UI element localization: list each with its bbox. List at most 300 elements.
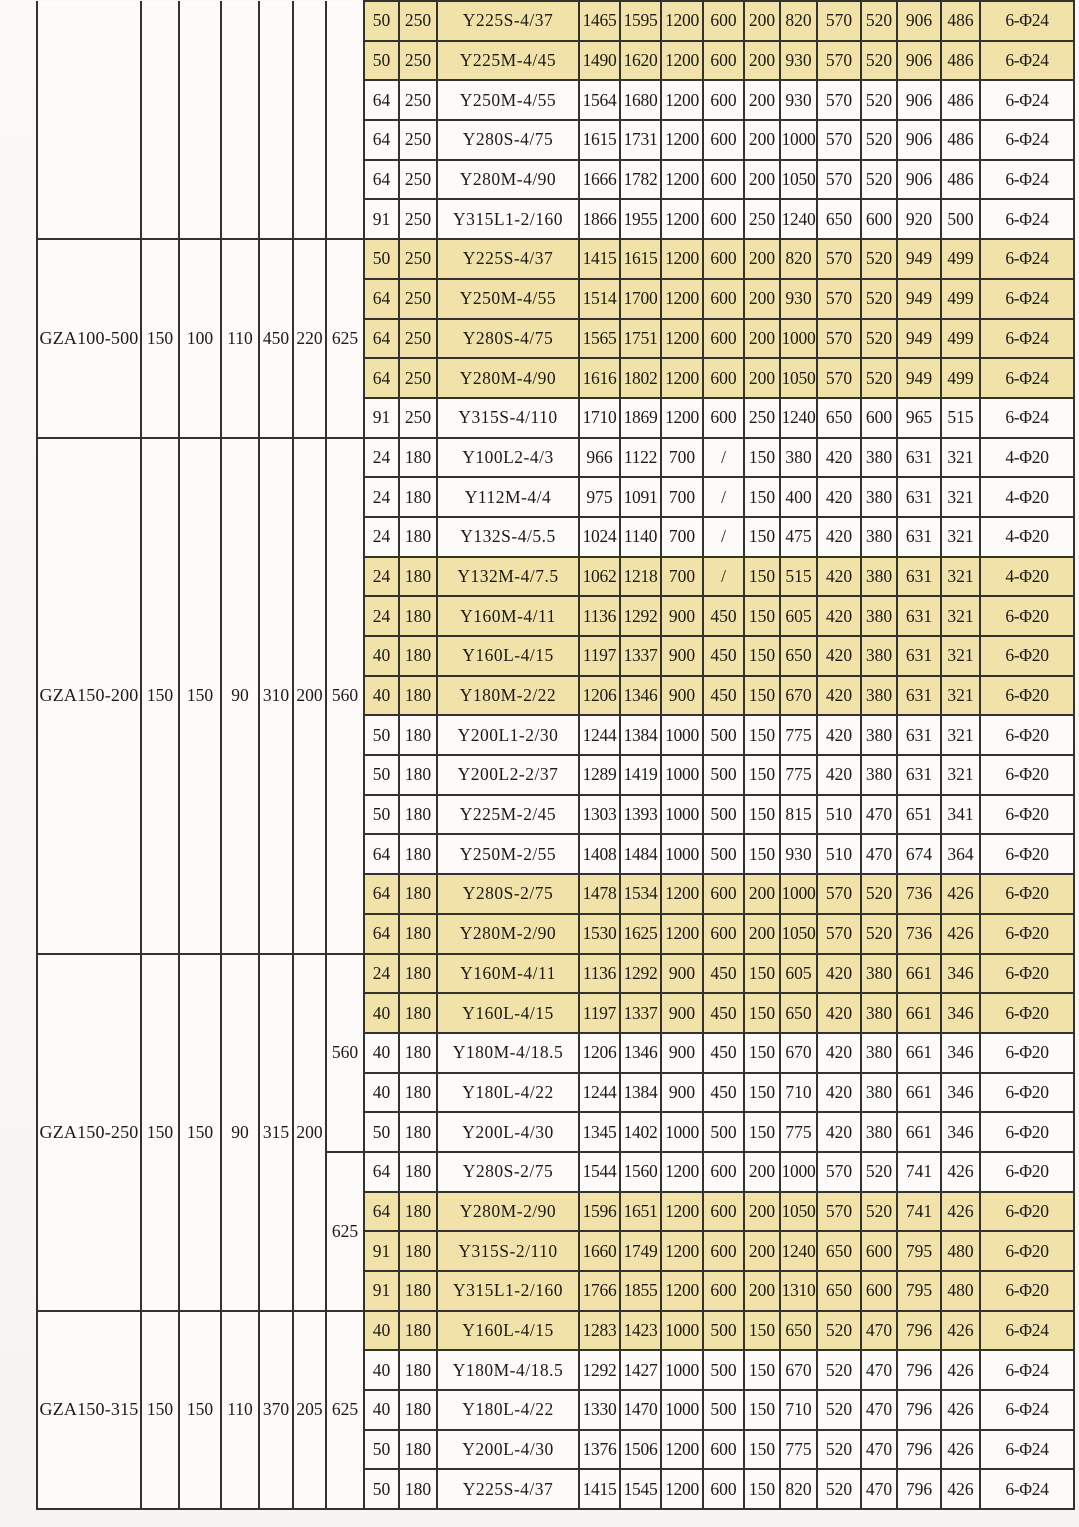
cell-dim-b: 1955 (620, 199, 661, 239)
cell-dim-d: 600 (703, 160, 744, 200)
cell-dim-i: 661 (897, 1033, 941, 1073)
cell-dim-h: 520 (861, 319, 897, 359)
cell-dim-c: 1200 (661, 1430, 703, 1470)
cell-dim-j: 346 (941, 1073, 980, 1113)
cell-dim-g: 420 (817, 993, 861, 1033)
cell-motor-model: Y160M-4/11 (437, 954, 579, 994)
cell-dim-b: 1731 (620, 120, 661, 160)
cell-motor-model: Y315L1-2/160 (437, 1271, 579, 1311)
cell-bolt-spec: 6-Φ24 (980, 358, 1074, 398)
cell-dim-e: 150 (744, 834, 780, 874)
cell-dim-f: 820 (780, 1, 817, 41)
cell-inlet: 250 (399, 239, 437, 279)
cell-inlet: 180 (399, 1390, 437, 1430)
cell-dim-e: 200 (744, 1152, 780, 1192)
cell-dim-i: 631 (897, 557, 941, 597)
cell-dim-h: 380 (861, 557, 897, 597)
cell-dim-a: 1564 (579, 80, 620, 120)
cell-dim-j: 321 (941, 596, 980, 636)
cell-dim-c: 1200 (661, 160, 703, 200)
cell-dim-j: 321 (941, 755, 980, 795)
cell-motor-model: Y315S-4/110 (437, 398, 579, 438)
cell-dim-e: 150 (744, 676, 780, 716)
cell-inlet: 180 (399, 834, 437, 874)
cell-inlet: 180 (399, 1350, 437, 1390)
cell-dim-g: 520 (817, 1390, 861, 1430)
cell-flow: 64 (364, 80, 399, 120)
cell-inlet: 250 (399, 398, 437, 438)
cell-dim-d: 600 (703, 239, 744, 279)
cell-inlet: 180 (399, 1469, 437, 1509)
cell-flow: 40 (364, 676, 399, 716)
cell-dim-h: 520 (861, 41, 897, 81)
cell-dim-j: 426 (941, 1350, 980, 1390)
cell-dim-h: 380 (861, 517, 897, 557)
cell-dim-a: 1596 (579, 1192, 620, 1232)
table-row (37, 1311, 1074, 1351)
cell-dim-c: 900 (661, 1073, 703, 1113)
cell-dim-b: 1346 (620, 1033, 661, 1073)
pump-dim-cell-1: 150 (141, 1311, 179, 1509)
cell-dim-h: 380 (861, 993, 897, 1033)
cell-dim-j: 321 (941, 517, 980, 557)
cell-dim-i: 661 (897, 1112, 941, 1152)
cell-dim-j: 346 (941, 1112, 980, 1152)
cell-dim-j: 321 (941, 438, 980, 478)
cell-flow: 40 (364, 1311, 399, 1351)
cell-flow: 64 (364, 279, 399, 319)
cell-dim-h: 600 (861, 398, 897, 438)
cell-bolt-spec: 6-Φ20 (980, 993, 1074, 1033)
cell-dim-e: 150 (744, 795, 780, 835)
cell-dim-g: 570 (817, 160, 861, 200)
cell-bolt-spec: 6-Φ24 (980, 1469, 1074, 1509)
cell-dim-b: 1869 (620, 398, 661, 438)
cell-dim-a: 1465 (579, 1, 620, 41)
cell-dim-d: 500 (703, 1112, 744, 1152)
cell-dim-d: / (703, 438, 744, 478)
cell-motor-model: Y200L-4/30 (437, 1430, 579, 1470)
cell-dim-h: 380 (861, 1073, 897, 1113)
cell-flow: 50 (364, 1430, 399, 1470)
cell-dim-h: 380 (861, 596, 897, 636)
cell-dim-i: 906 (897, 160, 941, 200)
cell-inlet: 250 (399, 41, 437, 81)
cell-dim-i: 949 (897, 279, 941, 319)
cell-dim-d: 600 (703, 1152, 744, 1192)
cell-bolt-spec: 6-Φ24 (980, 199, 1074, 239)
cell-bolt-spec: 6-Φ20 (980, 1073, 1074, 1113)
cell-bolt-spec: 6-Φ24 (980, 398, 1074, 438)
cell-dim-i: 741 (897, 1192, 941, 1232)
cell-dim-b: 1470 (620, 1390, 661, 1430)
cell-dim-c: 1200 (661, 1469, 703, 1509)
cell-dim-g: 570 (817, 874, 861, 914)
cell-dim-b: 1620 (620, 41, 661, 81)
cell-dim-h: 380 (861, 636, 897, 676)
cell-dim-e: 150 (744, 1311, 780, 1351)
cell-dim-g: 570 (817, 914, 861, 954)
cell-dim-d: 500 (703, 1311, 744, 1351)
cell-dim-g: 650 (817, 1231, 861, 1271)
cell-dim-g: 520 (817, 1311, 861, 1351)
cell-dim-c: 1200 (661, 1192, 703, 1232)
cell-dim-j: 346 (941, 1033, 980, 1073)
cell-dim-c: 1200 (661, 914, 703, 954)
cell-flow: 50 (364, 1112, 399, 1152)
cell-dim-d: 600 (703, 358, 744, 398)
cell-dim-a: 1660 (579, 1231, 620, 1271)
cell-dim-i: 661 (897, 954, 941, 994)
cell-dim-i: 906 (897, 80, 941, 120)
cell-bolt-spec: 6-Φ20 (980, 1152, 1074, 1192)
cell-dim-h: 380 (861, 1033, 897, 1073)
cell-inlet: 180 (399, 1192, 437, 1232)
cell-dim-b: 1346 (620, 676, 661, 716)
cell-dim-c: 1200 (661, 199, 703, 239)
cell-dim-f: 930 (780, 834, 817, 874)
cell-flow: 24 (364, 517, 399, 557)
cell-inlet: 250 (399, 160, 437, 200)
cell-dim-j: 346 (941, 993, 980, 1033)
cell-motor-model: Y280M-4/90 (437, 160, 579, 200)
cell-inlet: 180 (399, 1112, 437, 1152)
cell-dim-c: 900 (661, 993, 703, 1033)
cell-dim-f: 670 (780, 1033, 817, 1073)
cell-flow: 64 (364, 358, 399, 398)
cell-dim-e: 150 (744, 596, 780, 636)
cell-inlet: 180 (399, 517, 437, 557)
cell-dim-d: 600 (703, 914, 744, 954)
cell-inlet: 250 (399, 120, 437, 160)
cell-dim-a: 1206 (579, 676, 620, 716)
cell-bolt-spec: 6-Φ20 (980, 795, 1074, 835)
cell-dim-j: 364 (941, 834, 980, 874)
cell-dim-h: 380 (861, 1112, 897, 1152)
cell-dim-i: 631 (897, 438, 941, 478)
cell-bolt-spec: 4-Φ20 (980, 517, 1074, 557)
cell-dim-b: 1292 (620, 954, 661, 994)
cell-dim-d: 450 (703, 636, 744, 676)
cell-bolt-spec: 6-Φ20 (980, 1033, 1074, 1073)
cell-dim-h: 470 (861, 1390, 897, 1430)
cell-dim-d: 500 (703, 834, 744, 874)
cell-dim-d: 600 (703, 398, 744, 438)
cell-dim-g: 420 (817, 755, 861, 795)
cell-dim-d: 600 (703, 1469, 744, 1509)
cell-dim-a: 1197 (579, 636, 620, 676)
cell-dim-c: 900 (661, 1033, 703, 1073)
cell-dim-b: 1545 (620, 1469, 661, 1509)
cell-motor-model: Y225M-4/45 (437, 41, 579, 81)
cell-dim-g: 420 (817, 596, 861, 636)
pump-dim-cell-3: 90 (221, 438, 259, 954)
cell-dim-h: 520 (861, 120, 897, 160)
cell-dim-e: 150 (744, 1390, 780, 1430)
cell-dim-g: 510 (817, 795, 861, 835)
cell-dim-f: 650 (780, 993, 817, 1033)
cell-inlet: 180 (399, 874, 437, 914)
cell-dim-c: 900 (661, 954, 703, 994)
cell-flow: 40 (364, 1073, 399, 1113)
cell-dim-e: 200 (744, 80, 780, 120)
cell-dim-j: 321 (941, 676, 980, 716)
cell-dim-f: 670 (780, 1350, 817, 1390)
cell-inlet: 180 (399, 795, 437, 835)
pump-dim-cell-2: 150 (179, 438, 221, 954)
cell-motor-model: Y180M-2/22 (437, 676, 579, 716)
cell-dim-g: 520 (817, 1350, 861, 1390)
cell-dim-i: 796 (897, 1311, 941, 1351)
cell-bolt-spec: 6-Φ20 (980, 1112, 1074, 1152)
cell-flow: 50 (364, 1, 399, 41)
cell-bolt-spec: 6-Φ24 (980, 1350, 1074, 1390)
cell-dim-a: 1244 (579, 715, 620, 755)
cell-dim-i: 631 (897, 477, 941, 517)
cell-dim-i: 796 (897, 1390, 941, 1430)
cell-dim-c: 1000 (661, 834, 703, 874)
cell-dim-a: 1024 (579, 517, 620, 557)
cell-dim-a: 1710 (579, 398, 620, 438)
cell-dim-g: 570 (817, 80, 861, 120)
cell-inlet: 180 (399, 596, 437, 636)
cell-dim-g: 570 (817, 279, 861, 319)
cell-motor-model: Y225S-4/37 (437, 1, 579, 41)
cell-dim-c: 1200 (661, 1231, 703, 1271)
cell-dim-i: 631 (897, 676, 941, 716)
cell-flow: 50 (364, 715, 399, 755)
cell-flow: 24 (364, 438, 399, 478)
cell-inlet: 180 (399, 557, 437, 597)
pump-dim-cell-5: 220 (293, 239, 326, 437)
cell-motor-model: Y225S-4/37 (437, 239, 579, 279)
cell-dim-g: 420 (817, 954, 861, 994)
cell-dim-j: 480 (941, 1271, 980, 1311)
cell-dim-b: 1484 (620, 834, 661, 874)
cell-dim-a: 966 (579, 438, 620, 478)
cell-dim-f: 1000 (780, 120, 817, 160)
cell-dim-d: 450 (703, 1033, 744, 1073)
cell-inlet: 180 (399, 477, 437, 517)
cell-dim-j: 486 (941, 120, 980, 160)
cell-dim-j: 486 (941, 41, 980, 81)
pump-dim-cell-4: 315 (259, 954, 293, 1311)
cell-dim-i: 796 (897, 1430, 941, 1470)
cell-dim-e: 150 (744, 1350, 780, 1390)
cell-dim-g: 420 (817, 715, 861, 755)
cell-dim-e: 200 (744, 358, 780, 398)
cell-motor-model: Y160L-4/15 (437, 993, 579, 1033)
cell-dim-c: 700 (661, 477, 703, 517)
cell-dim-j: 321 (941, 715, 980, 755)
cell-dim-c: 700 (661, 438, 703, 478)
cell-dim-f: 775 (780, 715, 817, 755)
cell-flow: 64 (364, 1192, 399, 1232)
cell-dim-d: 500 (703, 1350, 744, 1390)
cell-inlet: 180 (399, 1152, 437, 1192)
cell-dim-f: 650 (780, 1311, 817, 1351)
cell-dim-b: 1140 (620, 517, 661, 557)
cell-dim-e: 250 (744, 199, 780, 239)
cell-dim-f: 1050 (780, 914, 817, 954)
cell-dim-f: 475 (780, 517, 817, 557)
cell-dim-i: 631 (897, 517, 941, 557)
cell-dim-i: 796 (897, 1469, 941, 1509)
cell-dim-c: 1000 (661, 715, 703, 755)
cell-dim-d: 600 (703, 279, 744, 319)
cell-bolt-spec: 6-Φ24 (980, 160, 1074, 200)
cell-motor-model: Y225S-4/37 (437, 1469, 579, 1509)
cell-dim-d: 500 (703, 1390, 744, 1430)
cell-dim-j: 426 (941, 1469, 980, 1509)
cell-dim-h: 380 (861, 477, 897, 517)
cell-dim-d: 600 (703, 41, 744, 81)
cell-dim-e: 150 (744, 477, 780, 517)
cell-dim-c: 1000 (661, 1112, 703, 1152)
cell-dim-i: 965 (897, 398, 941, 438)
cell-inlet: 180 (399, 438, 437, 478)
cell-flow: 64 (364, 120, 399, 160)
cell-dim-j: 499 (941, 279, 980, 319)
cell-dim-h: 520 (861, 1192, 897, 1232)
cell-dim-i: 920 (897, 199, 941, 239)
cell-flow: 91 (364, 398, 399, 438)
cell-bolt-spec: 6-Φ20 (980, 596, 1074, 636)
cell-dim-f: 820 (780, 1469, 817, 1509)
cell-motor-model: Y280S-4/75 (437, 319, 579, 359)
cell-dim-e: 200 (744, 1, 780, 41)
cell-dim-b: 1651 (620, 1192, 661, 1232)
cell-dim-a: 1530 (579, 914, 620, 954)
cell-dim-g: 520 (817, 1469, 861, 1509)
cell-bolt-spec: 6-Φ24 (980, 41, 1074, 81)
cell-dim-b: 1402 (620, 1112, 661, 1152)
cell-flow: 24 (364, 954, 399, 994)
cell-motor-model: Y132S-4/5.5 (437, 517, 579, 557)
cell-dim-d: / (703, 477, 744, 517)
cell-motor-model: Y315L1-2/160 (437, 199, 579, 239)
cell-bolt-spec: 6-Φ20 (980, 1271, 1074, 1311)
cell-dim-e: 150 (744, 1033, 780, 1073)
cell-dim-f: 820 (780, 239, 817, 279)
cell-dim-f: 1050 (780, 1192, 817, 1232)
cell-dim-g: 570 (817, 319, 861, 359)
cell-flow: 24 (364, 477, 399, 517)
cell-dim-a: 1766 (579, 1271, 620, 1311)
cell-dim-f: 775 (780, 755, 817, 795)
pump-dim-cell-1: 150 (141, 954, 179, 1311)
cell-flow: 91 (364, 1231, 399, 1271)
cell-dim-c: 1000 (661, 795, 703, 835)
cell-dim-f: 1240 (780, 199, 817, 239)
cell-dim-e: 150 (744, 954, 780, 994)
cell-dim-j: 426 (941, 1152, 980, 1192)
cell-dim-a: 1565 (579, 319, 620, 359)
cell-flow: 91 (364, 1271, 399, 1311)
pump-model-cell: GZA150-250 (37, 954, 141, 1311)
cell-dim-e: 200 (744, 914, 780, 954)
cell-dim-b: 1534 (620, 874, 661, 914)
cell-dim-h: 380 (861, 676, 897, 716)
table-row (37, 954, 1074, 994)
cell-dim-e: 200 (744, 120, 780, 160)
cell-dim-h: 470 (861, 795, 897, 835)
cell-dim-j: 426 (941, 1311, 980, 1351)
cell-bolt-spec: 4-Φ20 (980, 557, 1074, 597)
pump-dim-cell-6: 625 (326, 1311, 364, 1509)
cell-dim-h: 520 (861, 279, 897, 319)
cell-bolt-spec: 6-Φ20 (980, 636, 1074, 676)
cell-dim-f: 400 (780, 477, 817, 517)
cell-dim-j: 499 (941, 358, 980, 398)
cell-dim-g: 420 (817, 1033, 861, 1073)
cell-dim-b: 1423 (620, 1311, 661, 1351)
cell-dim-g: 520 (817, 1430, 861, 1470)
cell-dim-i: 631 (897, 596, 941, 636)
cell-inlet: 180 (399, 993, 437, 1033)
cell-dim-g: 570 (817, 358, 861, 398)
cell-dim-f: 710 (780, 1390, 817, 1430)
cell-dim-a: 1415 (579, 239, 620, 279)
cell-motor-model: Y180L-4/22 (437, 1073, 579, 1113)
cell-dim-f: 775 (780, 1430, 817, 1470)
cell-dim-i: 736 (897, 874, 941, 914)
cell-bolt-spec: 6-Φ24 (980, 1, 1074, 41)
cell-dim-d: 600 (703, 874, 744, 914)
cell-dim-f: 380 (780, 438, 817, 478)
cell-dim-a: 1283 (579, 1311, 620, 1351)
cell-flow: 50 (364, 239, 399, 279)
cell-dim-h: 520 (861, 80, 897, 120)
cell-dim-a: 1415 (579, 1469, 620, 1509)
cell-dim-i: 906 (897, 120, 941, 160)
cell-dim-i: 949 (897, 239, 941, 279)
cell-dim-i: 949 (897, 319, 941, 359)
cell-dim-d: 600 (703, 80, 744, 120)
cell-dim-a: 1544 (579, 1152, 620, 1192)
cell-dim-e: 150 (744, 636, 780, 676)
cell-dim-e: 200 (744, 1192, 780, 1232)
pump-dim-cell-2: 150 (179, 1311, 221, 1509)
cell-motor-model: Y280S-4/75 (437, 120, 579, 160)
cell-bolt-spec: 6-Φ20 (980, 834, 1074, 874)
spec-table (36, 0, 1075, 1510)
cell-flow: 40 (364, 636, 399, 676)
cell-dim-c: 1000 (661, 1390, 703, 1430)
cell-dim-j: 486 (941, 160, 980, 200)
cell-motor-model: Y315S-2/110 (437, 1231, 579, 1271)
cell-dim-j: 426 (941, 1390, 980, 1430)
cell-dim-c: 700 (661, 557, 703, 597)
cell-dim-h: 470 (861, 834, 897, 874)
cell-flow: 50 (364, 41, 399, 81)
cell-dim-c: 900 (661, 596, 703, 636)
cell-dim-g: 420 (817, 557, 861, 597)
cell-motor-model: Y160M-4/11 (437, 596, 579, 636)
cell-dim-d: 600 (703, 1271, 744, 1311)
cell-flow: 64 (364, 1152, 399, 1192)
pump-dim-cell-1: 150 (141, 239, 179, 437)
cell-dim-b: 1782 (620, 160, 661, 200)
cell-flow: 24 (364, 557, 399, 597)
cell-dim-c: 1200 (661, 1271, 703, 1311)
cell-inlet: 180 (399, 755, 437, 795)
pump-dim-cell-6: 560 (326, 438, 364, 954)
cell-dim-i: 949 (897, 358, 941, 398)
cell-dim-g: 420 (817, 477, 861, 517)
cell-dim-g: 510 (817, 834, 861, 874)
cell-dim-d: / (703, 517, 744, 557)
